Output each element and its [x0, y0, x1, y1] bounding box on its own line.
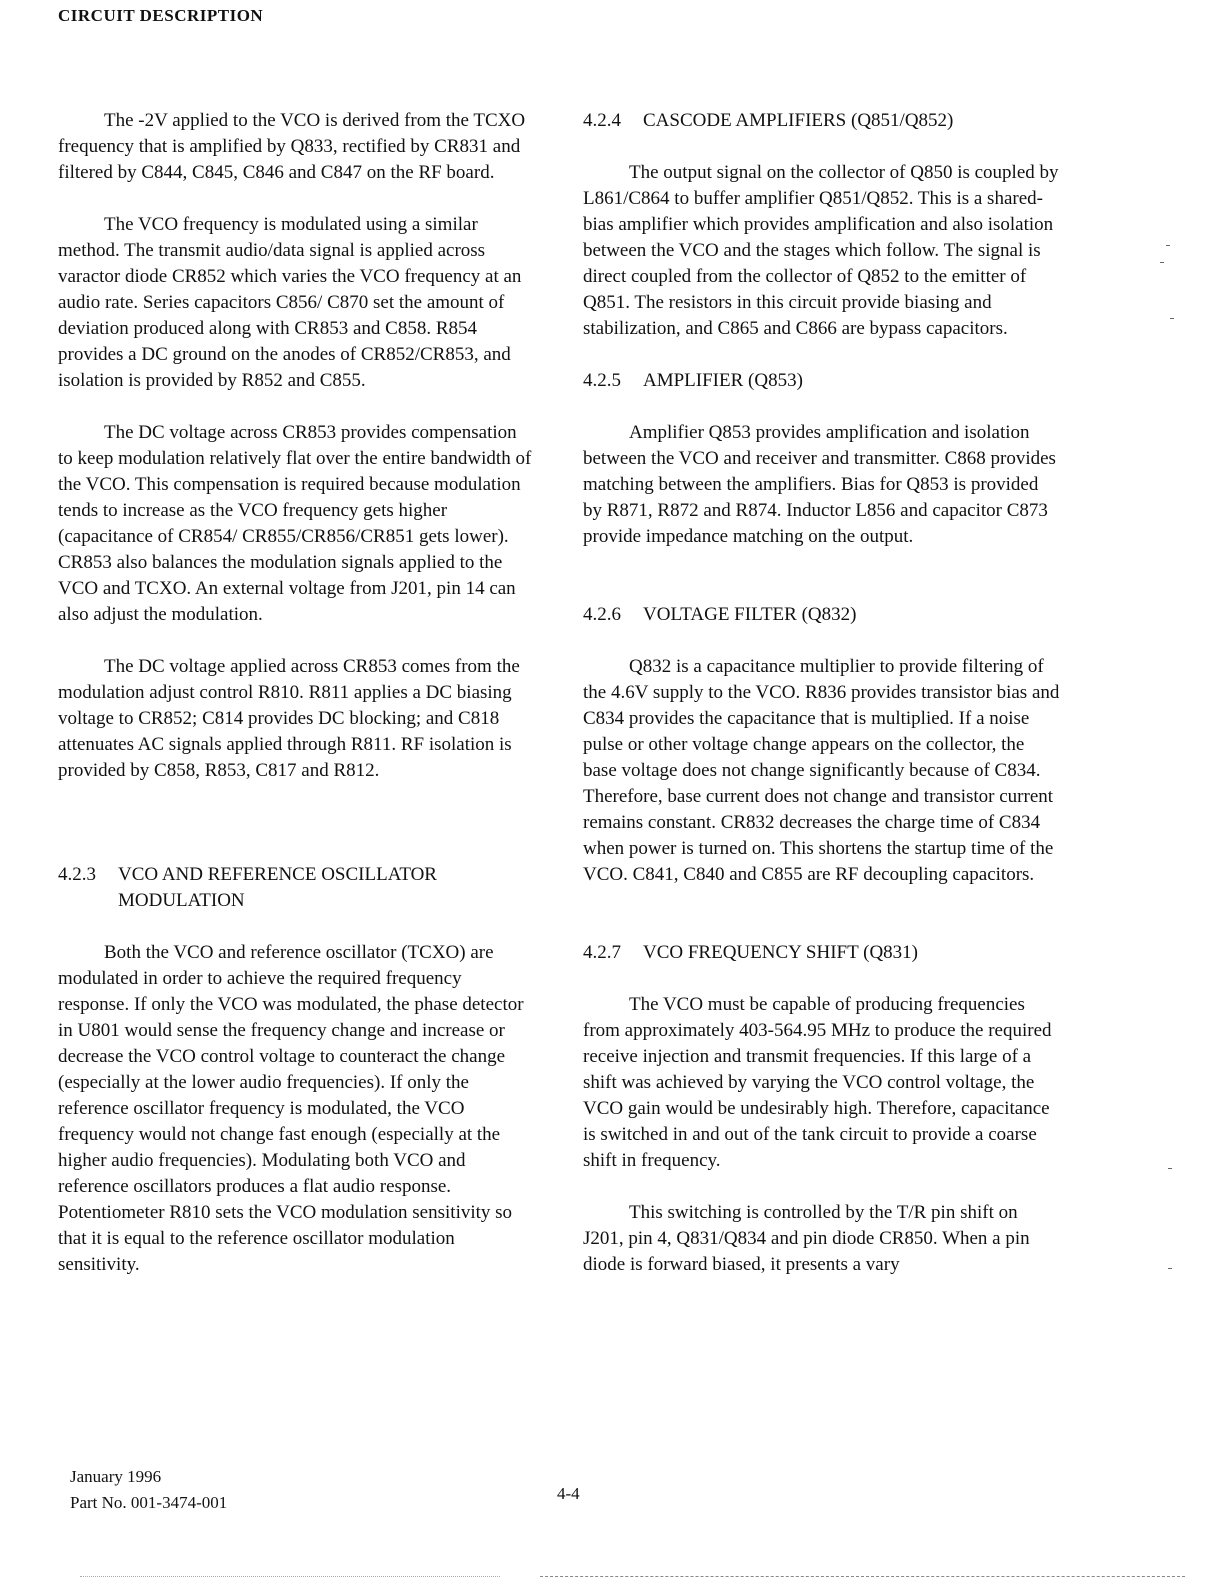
left-column: [58, 108, 536, 1278]
paragraph-dc-compensation: The DC voltage across CR853 provides compensation to keep modulation relatively flat over the entire bandwidth of the VCO. This compensation is required because modulation tends to increase as the VCO frequency gets higher (capacitance of CR854/ CR855/CR856/CR851 gets lower). CR853 also balances the modulation signals applied to the VCO and TCXO. An external voltage from J201, pin 14 can also adjust the modulation.: [58, 422, 532, 625]
section-title: AMPLIFIER (Q853): [643, 370, 803, 391]
section-title: VOLTAGE FILTER (Q832): [643, 604, 857, 625]
section-number: 4.2.5: [583, 370, 621, 391]
page-number: 4-4: [557, 1484, 580, 1503]
paragraph-cascode-amplifiers: The output signal on the collector of Q850 is coupled by L861/C864 to buffer amplifier Q851/Q852. This is a shared-bias amplifier which provides amplification and also isolation between the VCO and the stages which follow. The signal is direct coupled from the collector of Q852 to the emitter of Q851. The resistors in this circuit provide biasing and stabilization, and C865 and C866 are bypass capacitors.: [583, 162, 1059, 339]
paragraph-tcxo-bias: The -2V applied to the VCO is derived from the TCXO frequency that is amplified by Q833, rectified by CR831 and filtered by C844, C845, C846 and C847 on the RF board.: [58, 110, 526, 183]
paragraph-voltage-filter: Q832 is a capacitance multiplier to provide filtering of the 4.6V supply to the VCO. R836 provides transistor bias and C834 provides the capacitance that is multiplied. If a noise pulse or other voltage change appears on the collector, the base voltage does not change significantly because of C834. Therefore, base current does not change and transistor current remains constant. CR832 decreases the charge time of C834 when power is turned on. This shortens the startup time of the VCO. C841, C840 and C855 are RF decoupling capacitors.: [583, 656, 1060, 885]
footer-part-number: Part No. 001-3474-001: [70, 1493, 228, 1512]
scan-speck: [1168, 1268, 1172, 1269]
page-header: CIRCUIT DESCRIPTION: [58, 6, 264, 25]
section-number: 4.2.4: [583, 110, 621, 131]
section-title: VCO AND REFERENCE OSCILLATOR: [118, 864, 437, 885]
paragraph-modulation-adjust: The DC voltage applied across CR853 comes from the modulation adjust control R810. R811 applies a DC biasing voltage to CR852; C814 provides DC blocking; and C818 attenuates AC signals applied through R811. RF isolation is provided by C858, R853, C817 and R812.: [58, 656, 520, 781]
section-heading-4-2-5: [583, 368, 1061, 394]
section-heading-4-2-7: [583, 940, 1061, 966]
right-column: [583, 108, 1061, 1278]
section-title: CASCODE AMPLIFIERS (Q851/Q852): [643, 110, 954, 131]
scan-speck: [1166, 245, 1170, 246]
paragraph-switching: This switching is controlled by the T/R pin shift on J201, pin 4, Q831/Q834 and pin diode CR850. When a pin diode is forward biased, it presents a vary: [583, 1202, 1030, 1275]
section-number: 4.2.6: [583, 604, 621, 625]
section-title: VCO FREQUENCY SHIFT (Q831): [643, 942, 918, 963]
section-number: 4.2.3: [58, 864, 96, 885]
footer-date: January 1996: [70, 1467, 162, 1486]
paragraph-vco-reference-modulation: Both the VCO and reference oscillator (TCXO) are modulated in order to achieve the required frequency response. If only the VCO was modulated, the phase detector in U801 would sense the frequency change and increase or decrease the VCO control voltage to counteract the change (especially at the lower audio frequencies). If only the reference oscillator frequency is modulated, the VCO frequency would not change fast enough (especially at the higher audio frequencies). Modulating both VCO and reference oscillators produces a flat audio response. Potentiometer R810 sets the VCO modulation sensitivity so that it is equal to the reference oscillator modulation sensitivity.: [58, 942, 524, 1275]
section-heading-4-2-3: [58, 862, 536, 914]
section-title-continued: MODULATION: [118, 890, 245, 911]
scan-artifact-line: [80, 1576, 500, 1577]
section-number: 4.2.7: [583, 942, 621, 963]
scan-speck: [1160, 262, 1164, 263]
scan-artifact-line: [540, 1576, 1185, 1577]
section-heading-4-2-6: [583, 602, 1061, 628]
paragraph-vco-modulation: The VCO frequency is modulated using a similar method. The transmit audio/data signal is applied across varactor diode CR852 which varies the VCO frequency at an audio rate. Series capacitors C856/ C870 set the amount of deviation produced along with CR853 and C858. R854 provides a DC ground on the anodes of CR852/CR853, and isolation is provided by R852 and C855.: [58, 214, 522, 391]
paragraph-amplifier: Amplifier Q853 provides amplification and isolation between the VCO and receiver and transmitter. C868 provides matching between the amplifiers. Bias for Q853 is provided by R871, R872 and R874. Inductor L856 and capacitor C873 provide impedance matching on the output.: [583, 422, 1056, 547]
footer-info: [70, 1464, 227, 1516]
scan-speck: [1170, 318, 1174, 319]
paragraph-frequency-shift: The VCO must be capable of producing frequencies from approximately 403-564.95 MHz to produce the required receive injection and transmit frequencies. If this large of a shift was achieved by varying the VCO control voltage, the VCO gain would be undesirably high. Therefore, capacitance is switched in and out of the tank circuit to provide a coarse shift in frequency.: [583, 994, 1052, 1171]
section-heading-4-2-4: [583, 108, 1061, 134]
scan-speck: [1168, 1168, 1172, 1169]
